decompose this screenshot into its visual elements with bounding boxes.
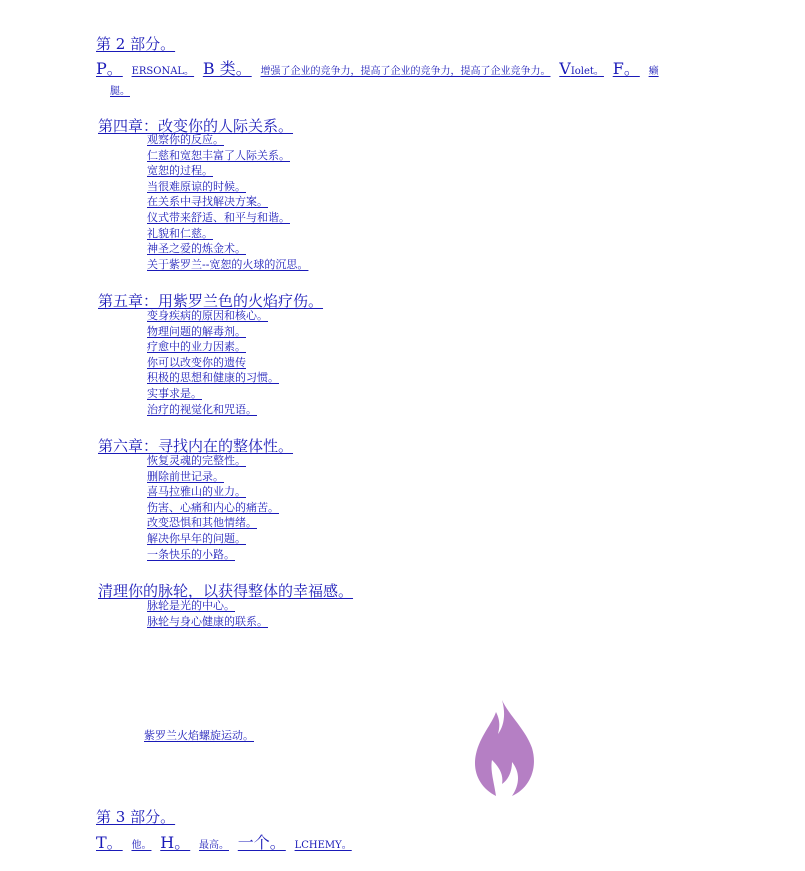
toc-item[interactable]: 仪式带来舒适、和平与和谐。 xyxy=(147,210,290,224)
part3-h-link[interactable]: H。 xyxy=(160,833,191,852)
toc-item[interactable]: 你可以改变你的遗传 xyxy=(147,355,246,369)
part2-line2 xyxy=(110,82,130,97)
part2-b-link[interactable]: B 类。 xyxy=(202,59,252,78)
toc-item[interactable]: 当很难原谅的时候。 xyxy=(147,179,246,193)
part2-f-link[interactable]: F。 xyxy=(612,59,640,78)
part2-toc-line xyxy=(96,56,663,79)
toc-item[interactable]: 宽恕的过程。 xyxy=(147,164,213,178)
part3-title-link[interactable]: 第 3 部分。 xyxy=(96,808,176,826)
toc-item[interactable]: 改变恐惧和其他情绪。 xyxy=(147,516,257,530)
spiral-item xyxy=(144,728,254,744)
toc-item[interactable]: 脉轮是光的中心。 xyxy=(147,599,235,612)
chapter-5-title-link[interactable]: 第五章：用紫罗兰色的火焰疗伤。 xyxy=(98,292,324,310)
chapter-5-items xyxy=(147,308,279,417)
toc-item[interactable]: 恢复灵魂的完整性。 xyxy=(147,454,246,467)
part2-tail-link[interactable]: 癞 xyxy=(648,66,659,77)
toc-item[interactable]: 一条快乐的小路。 xyxy=(147,547,235,561)
violet-flame-icon xyxy=(472,700,536,798)
toc-item[interactable]: 疗愈中的业力因素。 xyxy=(147,340,246,354)
toc-item[interactable]: 观察你的反应。 xyxy=(147,133,224,146)
part3-t-link[interactable]: T。 xyxy=(96,833,123,852)
part2-p-link[interactable]: P。 xyxy=(96,59,123,78)
part2-iolet-link[interactable]: Iolet。 xyxy=(570,66,604,77)
toc-item[interactable]: 伤害、心痛和内心的痛苦。 xyxy=(147,500,279,514)
toc-item[interactable]: 物理问题的解毒剂。 xyxy=(147,324,246,338)
part2-title-link[interactable]: 第 2 部分。 xyxy=(96,35,176,53)
part2-v-link[interactable]: V xyxy=(559,59,571,78)
part3-lchemy-link[interactable]: LCHEMY。 xyxy=(294,840,352,851)
spiral-link[interactable]: 紫罗兰火焰螺旋运动。 xyxy=(144,729,254,742)
part3-igh-link[interactable]: 最高。 xyxy=(199,840,229,851)
part2-ersonal-link[interactable]: ERSONAL。 xyxy=(131,66,195,77)
flame-shape xyxy=(475,700,534,796)
toc-item[interactable]: 脉轮与身心健康的联系。 xyxy=(147,614,268,628)
toc-item[interactable]: 礼貌和仁慈。 xyxy=(147,226,213,240)
chakra-chapter-title-link[interactable]: 清理你的脉轮，以获得整体的幸福感。 xyxy=(98,582,354,600)
toc-item[interactable]: 解决你早年的问题。 xyxy=(147,531,246,545)
chapter-4-title-link[interactable]: 第四章：改变你的人际关系。 xyxy=(98,117,294,135)
part3-toc-line xyxy=(96,830,356,853)
chapter-4-items xyxy=(147,132,308,272)
toc-item[interactable]: 删除前世记录。 xyxy=(147,469,224,483)
toc-item[interactable]: 实事求是。 xyxy=(147,386,202,400)
toc-item[interactable]: 神圣之爱的炼金术。 xyxy=(147,242,246,256)
chakra-chapter-items xyxy=(147,598,268,629)
part2-heading xyxy=(96,33,175,54)
toc-item[interactable]: 喜马拉雅山的业力。 xyxy=(147,485,246,499)
toc-item[interactable]: 仁慈和宽恕丰富了人际关系。 xyxy=(147,148,290,162)
toc-item[interactable]: 变身疾病的原因和核心。 xyxy=(147,309,268,322)
chapter-6-title-link[interactable]: 第六章：寻找内在的整体性。 xyxy=(98,437,294,455)
toc-item[interactable]: 治疗的视觉化和咒语。 xyxy=(147,402,257,416)
part2-long-link[interactable]: 增强了企业的竞争力，提高了企业的竞争力，提高了企业竞争力。 xyxy=(260,66,551,77)
part2-line2-link[interactable]: 腿。 xyxy=(110,86,130,97)
part3-a-link[interactable]: 一个。 xyxy=(237,833,286,852)
toc-item[interactable]: 在关系中寻找解决方案。 xyxy=(147,195,268,209)
part3-he-link[interactable]: 他。 xyxy=(131,840,152,851)
toc-item[interactable]: 积极的思想和健康的习惯。 xyxy=(147,371,279,385)
part3-heading xyxy=(96,806,175,827)
chapter-6-items xyxy=(147,453,279,562)
toc-item[interactable]: 关于紫罗兰--宽恕的火球的沉思。 xyxy=(147,257,309,271)
